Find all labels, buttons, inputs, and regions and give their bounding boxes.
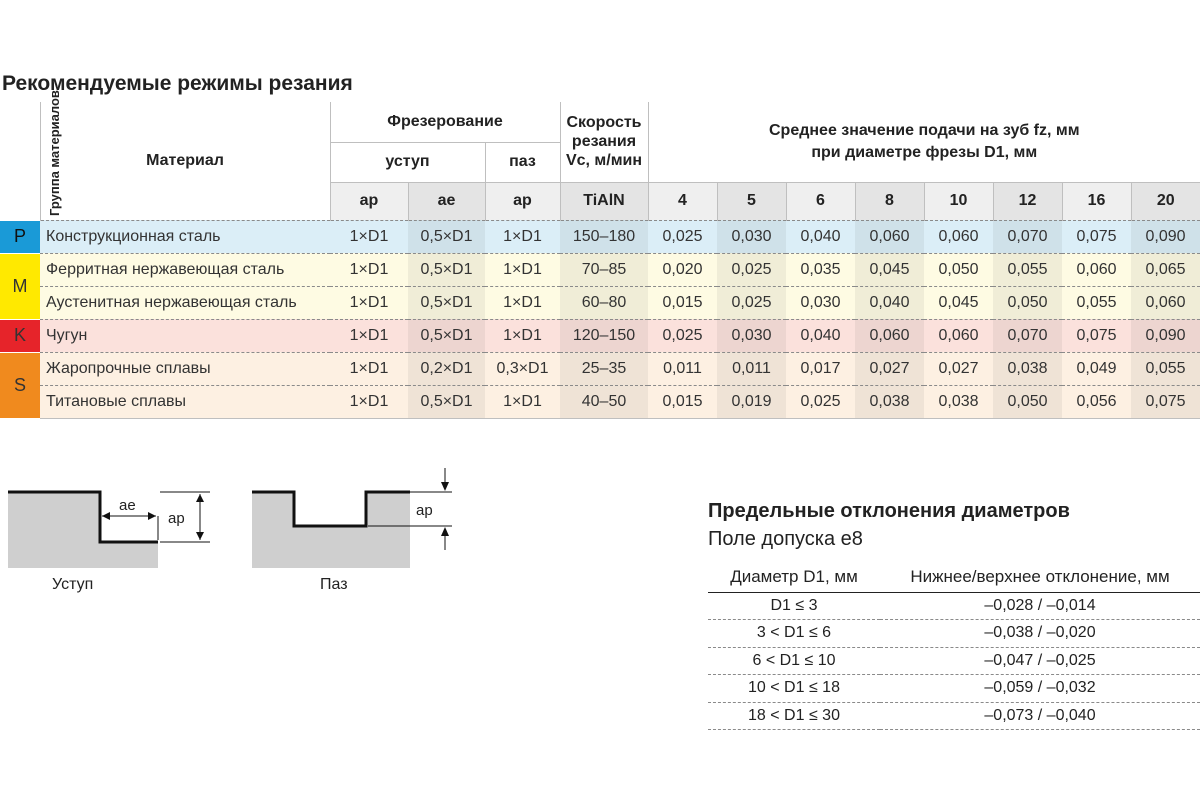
feed-value: 0,040	[786, 220, 855, 253]
tolerance-range: 10 < D1 ≤ 18	[708, 675, 880, 703]
step-header: уступ	[330, 142, 485, 182]
feed-value: 0,055	[993, 253, 1062, 286]
tolerance-row	[708, 647, 1200, 675]
feed-value: 0,050	[924, 253, 993, 286]
tolerance-deviation: –0,038 / –0,020	[880, 620, 1200, 648]
ae-arrow-right	[148, 512, 156, 520]
speed-header-line2: резания	[571, 133, 637, 151]
ae-arrow-left	[102, 512, 110, 520]
step-ap-value: 1×D1	[330, 286, 408, 319]
feed-value: 0,070	[993, 319, 1062, 352]
material-group-code: K	[0, 319, 40, 352]
cutting-speed-value: 70–85	[560, 253, 648, 286]
feed-value: 0,056	[1062, 385, 1131, 418]
slot-workpiece	[252, 492, 410, 568]
feed-value: 0,030	[786, 286, 855, 319]
tolerance-range: 3 < D1 ≤ 6	[708, 620, 880, 648]
step-ap-value: 1×D1	[330, 352, 408, 385]
feed-value: 0,060	[1062, 253, 1131, 286]
material-row	[0, 220, 1200, 253]
diameter-col: 8	[855, 182, 924, 220]
step-ap-value: 1×D1	[330, 319, 408, 352]
tolerance-col-deviation: Нижнее/верхнее отклонение, мм	[880, 562, 1200, 592]
milling-header: Фрезерование	[330, 102, 560, 142]
material-name: Жаропрочные сплавы	[40, 352, 330, 385]
slot-ap-value: 1×D1	[485, 319, 560, 352]
material-name: Титановые сплавы	[40, 385, 330, 418]
step-caption: Уступ	[52, 576, 94, 593]
tolerance-row	[708, 620, 1200, 648]
feed-value: 0,060	[924, 319, 993, 352]
feed-value: 0,025	[648, 319, 717, 352]
cutting-speed-value: 25–35	[560, 352, 648, 385]
slot-header: паз	[485, 142, 560, 182]
feed-value: 0,019	[717, 385, 786, 418]
feed-value: 0,038	[924, 385, 993, 418]
tolerance-deviation: –0,028 / –0,014	[880, 592, 1200, 620]
feed-value: 0,015	[648, 286, 717, 319]
feed-value: 0,025	[717, 253, 786, 286]
feed-value: 0,090	[1131, 220, 1200, 253]
cutting-speed-value: 40–50	[560, 385, 648, 418]
step-ap-value: 1×D1	[330, 253, 408, 286]
feed-value: 0,055	[1131, 352, 1200, 385]
feed-value: 0,050	[993, 385, 1062, 418]
step-ae-value: 0,5×D1	[408, 220, 485, 253]
feed-value: 0,025	[648, 220, 717, 253]
feed-header-line1: Среднее значение подачи на зуб fz, мм	[769, 121, 1080, 139]
tolerance-deviation: –0,059 / –0,032	[880, 675, 1200, 703]
ap-arrow-bottom	[196, 532, 204, 540]
step-diagram	[0, 470, 230, 570]
tolerance-range: D1 ≤ 3	[708, 592, 880, 620]
feed-value: 0,025	[717, 286, 786, 319]
tolerance-table	[708, 562, 1200, 730]
feed-value: 0,050	[993, 286, 1062, 319]
sub-coating: TiAlN	[560, 182, 648, 220]
tolerance-row	[708, 675, 1200, 703]
diameter-col: 12	[993, 182, 1062, 220]
feed-value: 0,011	[648, 352, 717, 385]
feed-value: 0,015	[648, 385, 717, 418]
feed-value: 0,045	[924, 286, 993, 319]
cutting-modes-body	[0, 220, 1200, 418]
feed-value: 0,060	[1131, 286, 1200, 319]
speed-header	[560, 102, 648, 182]
speed-header-line3: Vc, м/мин	[565, 152, 643, 170]
diameter-col: 6	[786, 182, 855, 220]
slot-ap-value: 1×D1	[485, 220, 560, 253]
feed-value: 0,065	[1131, 253, 1200, 286]
feed-value: 0,049	[1062, 352, 1131, 385]
diameter-col: 4	[648, 182, 717, 220]
tolerance-deviation: –0,047 / –0,025	[880, 647, 1200, 675]
feed-value: 0,075	[1062, 220, 1131, 253]
step-ae-value: 0,5×D1	[408, 253, 485, 286]
feed-value: 0,060	[855, 319, 924, 352]
material-name: Ферритная нержавеющая сталь	[40, 253, 330, 286]
cutting-speed-value: 120–150	[560, 319, 648, 352]
material-name: Чугун	[40, 319, 330, 352]
feed-value: 0,027	[924, 352, 993, 385]
feed-value: 0,045	[855, 253, 924, 286]
tolerance-title: Предельные отклонения диаметров	[708, 500, 1070, 522]
group-header-label: Группа материалов	[47, 89, 62, 216]
tolerance-col-diameter: Диаметр D1, мм	[708, 562, 880, 592]
feed-value: 0,075	[1062, 319, 1131, 352]
slot-ap-value: 1×D1	[485, 286, 560, 319]
diameter-col: 16	[1062, 182, 1131, 220]
cutting-speed-value: 60–80	[560, 286, 648, 319]
diameter-col: 10	[924, 182, 993, 220]
feed-value: 0,038	[993, 352, 1062, 385]
page-title: Рекомендуемые режимы резания	[2, 72, 353, 95]
step-ae-value: 0,5×D1	[408, 286, 485, 319]
sub-ap-step: ap	[330, 182, 408, 220]
ap-label: ap	[168, 510, 185, 527]
step-ap-value: 1×D1	[330, 220, 408, 253]
slot-ap-arrow-top	[441, 482, 449, 491]
feed-value: 0,025	[786, 385, 855, 418]
slot-caption: Паз	[320, 576, 348, 593]
step-ae-value: 0,2×D1	[408, 352, 485, 385]
feed-value: 0,035	[786, 253, 855, 286]
material-header: Материал	[40, 102, 330, 220]
feed-value: 0,060	[924, 220, 993, 253]
material-name: Аустенитная нержавеющая сталь	[40, 286, 330, 319]
material-row	[0, 319, 1200, 352]
feed-value: 0,011	[717, 352, 786, 385]
tolerance-row	[708, 702, 1200, 730]
feed-header	[648, 102, 1200, 182]
slot-ap-value: 1×D1	[485, 253, 560, 286]
group-header	[0, 89, 62, 220]
material-row	[0, 286, 1200, 319]
material-name: Конструкционная сталь	[40, 220, 330, 253]
slot-diagram	[250, 466, 460, 570]
material-row	[0, 253, 1200, 286]
material-row	[0, 352, 1200, 385]
tolerance-range: 6 < D1 ≤ 10	[708, 647, 880, 675]
diameter-col: 20	[1131, 182, 1200, 220]
feed-value: 0,027	[855, 352, 924, 385]
cutting-speed-value: 150–180	[560, 220, 648, 253]
slot-ap-value: 1×D1	[485, 385, 560, 418]
sub-ap-slot: ap	[485, 182, 560, 220]
feed-value: 0,020	[648, 253, 717, 286]
speed-header-line1: Скорость	[566, 114, 642, 132]
ae-label: ae	[119, 497, 136, 514]
feed-value: 0,040	[855, 286, 924, 319]
feed-value: 0,038	[855, 385, 924, 418]
feed-value: 0,030	[717, 220, 786, 253]
material-row	[0, 385, 1200, 418]
step-ae-value: 0,5×D1	[408, 385, 485, 418]
tolerance-range: 18 < D1 ≤ 30	[708, 702, 880, 730]
slot-ap-label: ap	[416, 502, 433, 519]
feed-value: 0,030	[717, 319, 786, 352]
ap-arrow-top	[196, 494, 204, 502]
feed-value: 0,060	[855, 220, 924, 253]
step-ap-value: 1×D1	[330, 385, 408, 418]
tolerance-deviation: –0,073 / –0,040	[880, 702, 1200, 730]
feed-value: 0,090	[1131, 319, 1200, 352]
material-group-code: M	[0, 253, 40, 319]
feed-value: 0,075	[1131, 385, 1200, 418]
slot-ap-arrow-bottom	[441, 527, 449, 536]
cutting-modes-table	[0, 89, 1200, 419]
material-group-code: P	[0, 220, 40, 253]
feed-value: 0,070	[993, 220, 1062, 253]
feed-value: 0,017	[786, 352, 855, 385]
feed-header-line2: при диаметре фрезы D1, мм	[811, 143, 1038, 161]
diameter-col: 5	[717, 182, 786, 220]
feed-value: 0,055	[1062, 286, 1131, 319]
step-ae-value: 0,5×D1	[408, 319, 485, 352]
tolerance-subtitle: Поле допуска e8	[708, 528, 863, 550]
feed-value: 0,040	[786, 319, 855, 352]
sub-ae-step: ae	[408, 182, 485, 220]
slot-ap-value: 0,3×D1	[485, 352, 560, 385]
tolerance-row	[708, 592, 1200, 620]
material-group-code: S	[0, 352, 40, 418]
